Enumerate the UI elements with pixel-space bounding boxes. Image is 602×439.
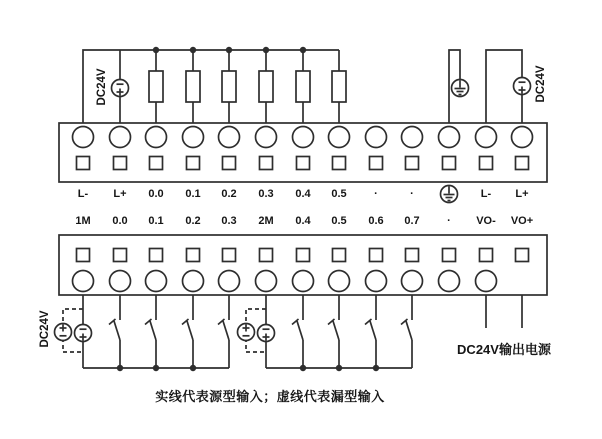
top-terminal-label: 0.4 [295, 188, 311, 200]
top-terminal-label: L+ [113, 188, 127, 200]
switch-contact-icon [182, 295, 193, 368]
junction-dot [226, 47, 232, 53]
output-power-label: DC24V输出电源 [457, 342, 551, 357]
resistor-box-icon [149, 50, 163, 123]
top-terminal-strip [59, 123, 547, 182]
earth-connection [449, 50, 469, 123]
bottom-terminal-label: 2M [258, 215, 274, 227]
bottom-terminal-strip [59, 235, 547, 295]
bottom-terminal-label: VO- [476, 215, 496, 227]
top-terminal-label: L- [77, 188, 89, 200]
resistor-box-icon [259, 50, 273, 123]
dc-source-icon [112, 80, 129, 97]
bottom-terminal-label: 0.3 [221, 215, 237, 227]
bottom-terminal-label: 0.1 [148, 215, 164, 227]
bottom-terminal-label: 0.2 [185, 215, 201, 227]
switch-contact-icon [218, 295, 229, 368]
top-right-dc-source [486, 50, 531, 123]
bottom-terminal-label: 0.6 [368, 215, 384, 227]
junction-dot [153, 47, 159, 53]
bottom-terminal-label: 0.0 [112, 215, 128, 227]
input-load-resistors [149, 50, 346, 123]
dc24v-label-top-left: DC24V [96, 68, 108, 106]
resistor-box-icon [186, 50, 200, 123]
top-terminal-label: · [410, 188, 414, 200]
top-terminal-label: 0.1 [185, 188, 201, 200]
junction-dot [263, 47, 269, 53]
top-terminal-label: 0.0 [148, 188, 164, 200]
input-switches-group1 [109, 295, 229, 368]
sensor-supply-1m [55, 295, 92, 368]
protective-earth-icon [452, 80, 469, 97]
top-terminal-label: 0.2 [221, 188, 237, 200]
bottom-terminal-label: 0.4 [295, 215, 311, 227]
resistor-box-icon [296, 50, 310, 123]
junction-dot [117, 365, 123, 371]
input-switches-group2 [292, 295, 412, 368]
top-terminal-label: · [374, 188, 378, 200]
dc24v-label-bottom-left: DC24V [39, 310, 51, 348]
top-terminal-label: L+ [515, 188, 529, 200]
junction-dot [300, 365, 306, 371]
bottom-terminal-label: VO+ [510, 215, 534, 227]
dc-source-icon [514, 78, 531, 95]
dc-source-icon-source [258, 325, 275, 342]
top-terminal-label: 0.5 [331, 188, 347, 200]
junction-dot [153, 365, 159, 371]
top-terminal-label: L- [480, 188, 492, 200]
resistor-box-icon [222, 50, 236, 123]
dc-source-icon-sink [238, 324, 255, 341]
resistor-box-icon [332, 50, 346, 123]
sensor-supply-2m [238, 295, 275, 368]
top-terminal-label: 0.3 [258, 188, 274, 200]
protective-earth-label-icon [441, 186, 458, 203]
caption-text: 实线代表源型输入；虚线代表漏型输入 [155, 389, 385, 404]
switch-contact-icon [292, 295, 303, 368]
switch-contact-icon [401, 295, 412, 368]
bottom-terminal-label: 0.5 [331, 215, 347, 227]
junction-dot [300, 47, 306, 53]
junction-dot [190, 365, 196, 371]
bottom-terminal-label: 1M [75, 215, 91, 227]
switch-contact-icon [109, 295, 120, 368]
junction-dot [190, 47, 196, 53]
switch-contact-icon [145, 295, 156, 368]
junction-dot [336, 365, 342, 371]
bottom-terminal-label: · [447, 215, 451, 227]
dc24v-label-top-right: DC24V [535, 65, 547, 103]
switch-contact-icon [365, 295, 376, 368]
top-left-dc-source [112, 80, 129, 97]
dc-source-icon-source [75, 325, 92, 342]
output-power-lines [486, 295, 522, 328]
bottom-terminal-label: 0.7 [404, 215, 420, 227]
junction-dot [373, 365, 379, 371]
dc-source-icon-sink [55, 324, 72, 341]
switch-contact-icon [328, 295, 339, 368]
